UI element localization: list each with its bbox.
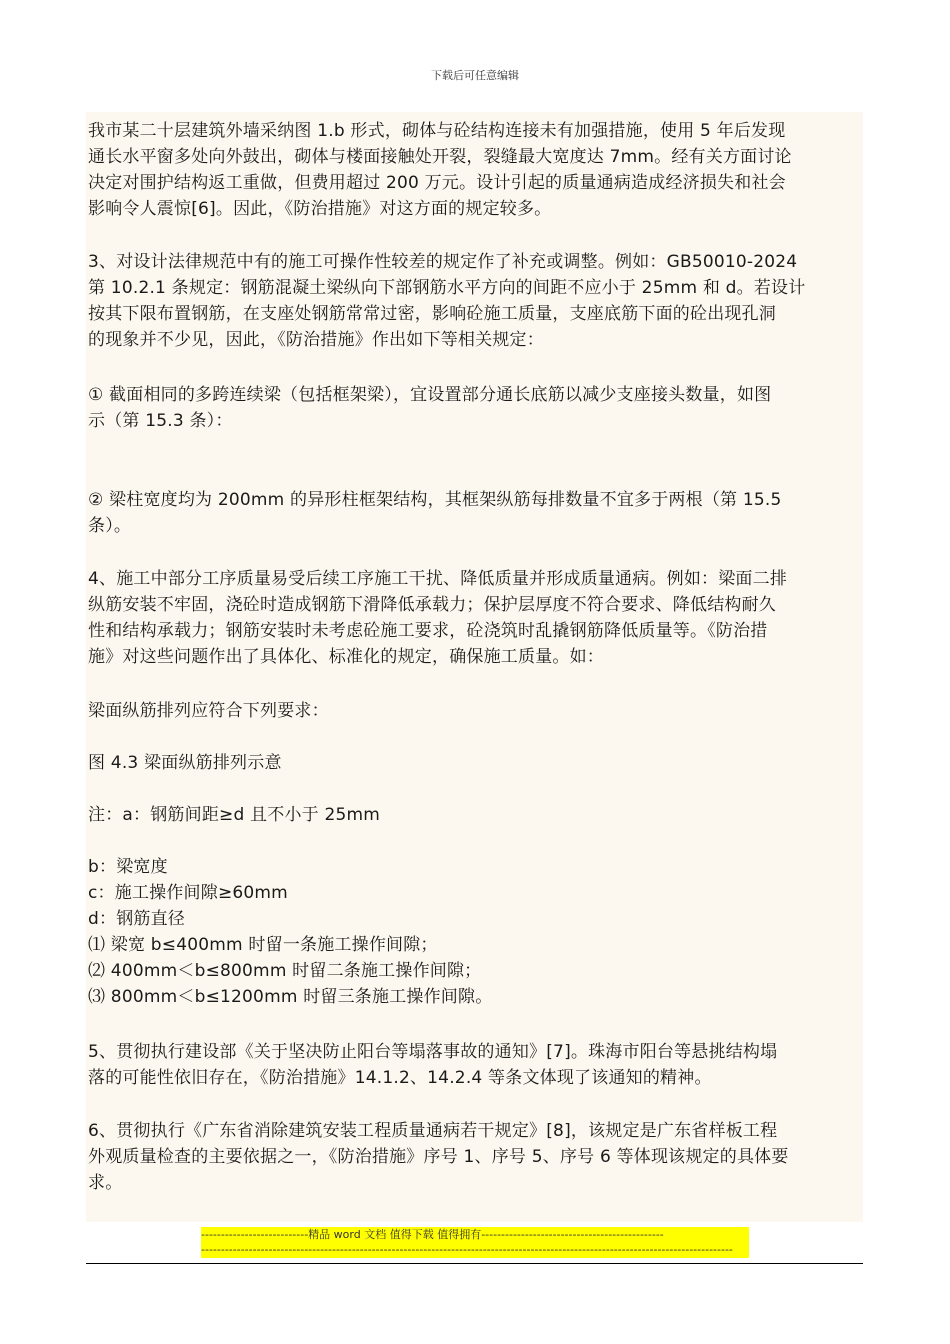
bottom-divider [86,1263,863,1264]
footer-banner [201,1227,749,1258]
paragraph-beam-requirements: 梁面纵筋排列应符合下列要求： [88,701,329,721]
page-header-note: 下载后可任意编辑 [431,69,519,82]
paragraph-case-study: 我市某二十层建筑外墙采纳图 1.b 形式，砌体与砼结构连接未有加强措施，使用 5 年后发现 通长水平窗多处向外鼓出，砌体与楼面接触处开裂，裂缝最大宽度达 7mm。经有关方面讨论 决定对围护结构返工重做，但费用超过 200 万元。设计引起的质量通病造成经济损失和社会 影响令人震惊[6]。因此，《防治措施》对这方面的规定较多。 [88,121,792,219]
paragraph-item-6: 6、贯彻执行《广东省消除建筑安装工程质量通病若干规定》[8]，该规定是广东省样板工程 外观质量检查的主要依据之一，《防治措施》序号 1、序号 5、序号 6 等体现该规定的具体要 求。 [88,1121,789,1193]
paragraph-rule-1: ① 截面相同的多跨连续梁（包括框架梁），宜设置部分通长底筋以减少支座接头数量，如图 示（第 15.3 条）： [88,385,772,431]
figure-caption: 图 4.3 梁面纵筋排列示意 [88,753,282,773]
paragraph-item-5: 5、贯彻执行建设部《关于坚决防止阳台等塌落事故的通知》[7]。珠海市阳台等悬挑结构塌 落的可能性依旧存在，《防治措施》14.1.2、14.2.4 等条文体现了该通知的精神。 [88,1042,778,1088]
paragraph-item-3: 3、对设计法律规范中有的施工可操作性较差的规定作了补充或调整。例如：GB50010-2024 第 10.2.1 条规定：钢筋混凝土梁纵向下部钢筋水平方向的间距不应小于 25mm 和 d。若设计 按其下限布置钢筋，在支座处钢筋常常过密，影响砼施工质量，支座底筋下面的砼出现孔洞 的现象并不少见，因此，《防治措施》作出如下等相关规定： [88,252,806,350]
paragraph-rule-2: ② 梁柱宽度均为 200mm 的异形柱框架结构，其框架纵筋每排数量不宜多于两根（第 15.5 条）。 [88,490,782,536]
footer-banner-line-1: ---------------------------精品 word 文档 值得下载 值得拥有---------------------------------------------- [201,1228,664,1241]
paragraph-note-list: b：梁宽度 c：施工操作间隙≥60mm d：钢筋直径 ⑴ 梁宽 b≤400mm 时留一条施工操作间隙； ⑵ 400mm＜b≤800mm 时留二条施工操作间隙； ⑶ 800mm＜b≤1200mm 时留三条施工操作间隙。 [88,857,493,1007]
paragraph-item-4: 4、施工中部分工序质量易受后续工序施工干扰、降低质量并形成质量通病。例如：梁面二排 纵筋安装不牢固，浇砼时造成钢筋下滑降低承载力；保护层厚度不符合要求、降低结构耐久 性和结构承载力；钢筋安装时未考虑砼施工要求，砼浇筑时乱撬钢筋降低质量等。《防治措 施》对这些问题作出了具体化、标准化的规定，确保施工质量。如： [88,569,788,667]
footer-banner-line-2: -------------------------------------------------------------------------------------------------------------------------------------- [201,1243,733,1256]
paragraph-note-a: 注：a：钢筋间距≥d 且不小于 25mm [88,805,381,825]
